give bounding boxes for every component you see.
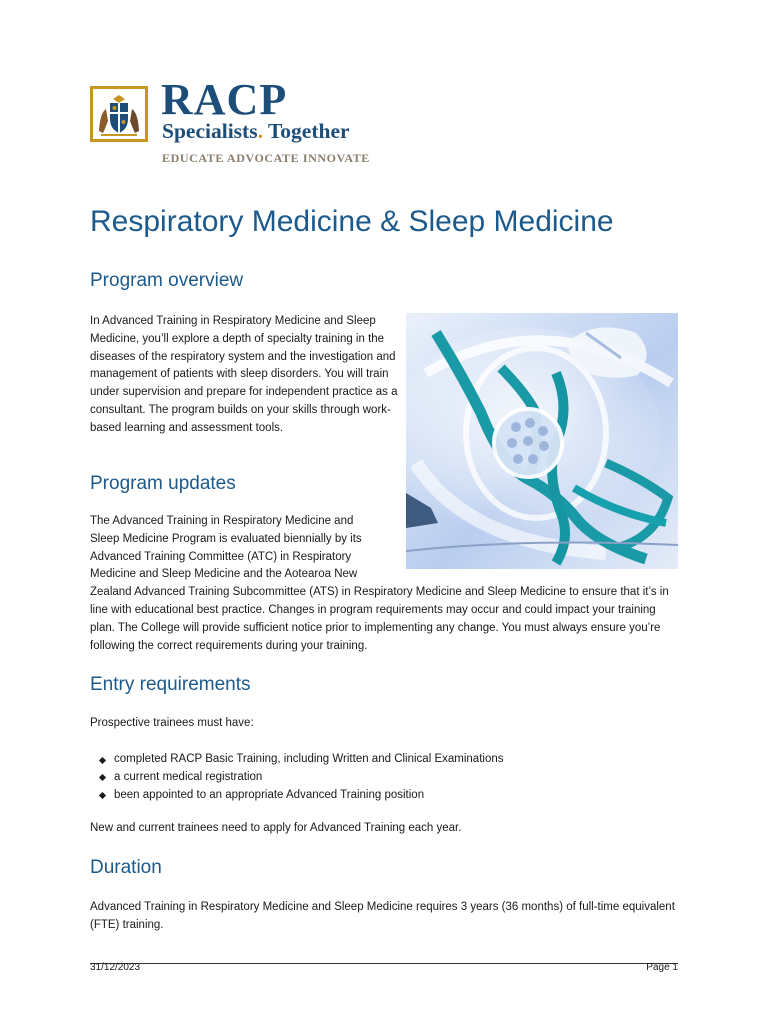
photo-wrap-spacer <box>375 513 680 584</box>
entry-requirements-list <box>98 751 503 804</box>
logo-wordmark: RACP <box>161 75 288 124</box>
list-item: completed RACP Basic Training, including Written and Clinical Examinations <box>98 751 503 769</box>
footer-page-number: Page 1 <box>646 962 678 973</box>
entry-requirements-note: New and current trainees need to apply for Advanced Training each year. <box>90 822 462 834</box>
logo-tagline-dot: . <box>257 119 263 143</box>
page-title: Respiratory Medicine & Sleep Medicine <box>90 205 614 238</box>
entry-requirements-intro: Prospective trainees must have: <box>90 717 254 729</box>
program-updates-body: The Advanced Training in Respiratory Medicine and Sleep Medicine Program is evaluated biennially by its Advanced Training Committee (ATC) in Respiratory Medicine and Sleep Medicine and the Aotearoa New Zealand Advanced Training Subcommittee (ATS) in Respiratory Medicine and Sleep Medicine to ensure that it’s in line with educational best practice. Changes in program requirements may occur and could impact your training plan. The College will provide sufficient notice prior to implementing any change. You must always ensure you’re following the correct requirements during your training. <box>90 515 669 652</box>
racp-crest-icon <box>90 86 148 142</box>
entry-requirements-heading: Entry requirements <box>90 674 251 695</box>
logo-tagline-main: Specialists <box>162 119 258 143</box>
program-overview-text: In Advanced Training in Respiratory Medicine and Sleep Medicine, you’ll explore a depth of specialty training in the diseases of the respiratory system and the investigation and management of patients with sleep disorders. You will train under supervision and prepare for independent practice as a consultant. The program builds on your skills through work-based learning and assessment tools. <box>90 315 398 434</box>
logo-tagline-end: Together <box>262 119 350 143</box>
duration-heading: Duration <box>90 857 162 878</box>
logo-subline: EDUCATE ADVOCATE INNOVATE <box>162 151 370 165</box>
list-item: been appointed to an appropriate Advanced Training position <box>98 787 503 805</box>
logo-tagline <box>162 121 350 143</box>
list-item: a current medical registration <box>98 769 503 787</box>
racp-logo <box>90 75 390 166</box>
program-updates-heading: Program updates <box>90 473 236 494</box>
program-updates-text <box>90 513 680 655</box>
duration-text: Advanced Training in Respiratory Medicine and Sleep Medicine requires 3 years (36 months) of full-time equivalent (FTE) training. <box>90 901 675 931</box>
footer-date: 31/12/2023 <box>90 962 141 973</box>
footer-divider <box>90 963 678 964</box>
program-overview-heading: Program overview <box>90 270 244 291</box>
